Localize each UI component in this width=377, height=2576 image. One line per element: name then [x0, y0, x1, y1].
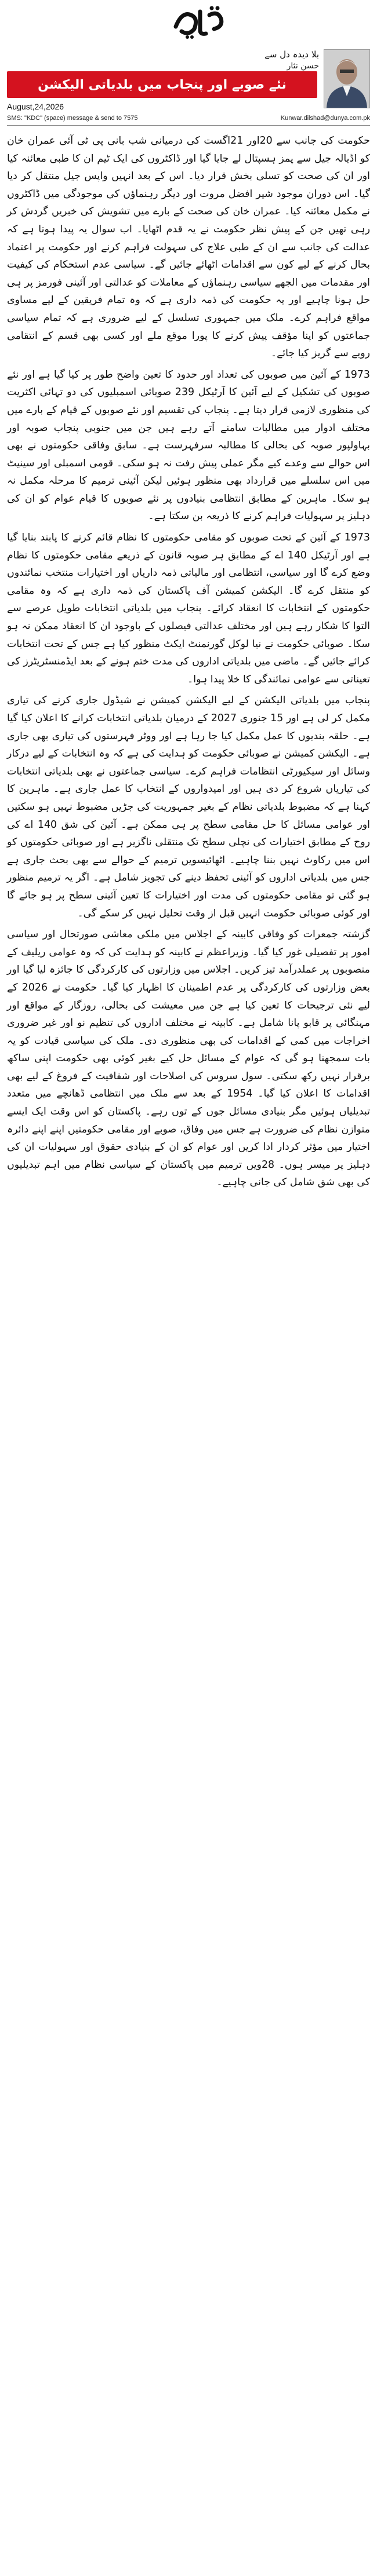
paragraph: پنجاب میں بلدیاتی الیکشن کے لیے الیکشن کمیشن نے شیڈول جاری کرنے کی تیاری مکمل کر لی ہے اور 15 جنوری 2027 کے درمیان بلدیاتی انتخابات کرانے کا اعلان کیا گیا ہے۔ حلقہ بندیوں کا عمل مکمل کیا جا رہا ہے اور ووٹر فہرستوں کی تیاری بھی جاری ہے۔ الیکشن کمیشن نے صوبائی حکومت کو ہدایت کی ہے کہ وہ انتخابات کے لیے درکار وسائل اور سیکیورٹی انتظامات فراہم کرے۔ سیاسی جماعتوں نے بھی بلدیاتی انتخابات کی تیاریاں شروع کر دی ہیں اور امیدواروں کے انتخاب کا عمل جاری ہے۔ ماہرین کا کہنا ہے کہ مضبوط بلدیاتی نظام کے بغیر جمہوریت کی جڑیں مضبوط نہیں ہو سکتیں اور عوامی مسائل کا حل مقامی سطح پر ہی ممکن ہے۔ آئین کی شق 140 اے کی روح کے مطابق اختیارات کی نچلی سطح تک منتقلی ناگزیر ہے اور صوبائی حکومتوں کو اس میں رکاوٹ نہیں بننا چاہیے۔ اٹھائیسویں ترمیم کے حوالے سے بھی بحث جاری ہے جس میں بلدیاتی اداروں کو آئینی تحفظ دینے کی تجویز شامل ہے۔ اگر یہ ترمیم منظور ہو گئی تو مقامی حکومتوں کی مدت اور اختیارات کا تعین آئینی سطح پر ہو جائے گا اور کوئی صوبائی حکومت انہیں قبل از وقت تحلیل نہیں کر سکے گی۔: [7, 695, 370, 919]
dunya-logo-mark: [171, 3, 226, 39]
author-photo: [324, 49, 370, 108]
byline: [238, 49, 319, 72]
paragraph: حکومت کی جانب سے 20اور 21اگست کی درمیانی شب بانی پی ٹی آئی عمران خان کو اڈیالہ جیل سے پمز ہسپتال لے جایا گیا اور ڈاکٹروں کی ایک ٹیم ان کا طبی معائنہ کیا اور ان کی صحت کو تسلی بخش قرار دیا۔ اس کے بعد انہیں واپس جیل منتقل کر دیا گیا۔ اس دوران موجود شیر افضل مروت اور دیگر رہنماؤں کی موجودگی میں ڈاکٹروں نے مکمل معائنہ کیا۔ عمران خان کی صحت کے بارے میں تشویش کی خبریں گردش کر رہی تھیں جن کے پیش نظر حکومت نے یہ قدم اٹھایا۔ اب سوال یہ پیدا ہوتا ہے کہ عدالت کی جانب سے ان کے طبی علاج کی سہولت فراہم کرنے اور حکومت پر اعتماد بحال کرنے کے لیے کون سے اقدامات اٹھائے جائیں گے۔ سیاسی عدم استحکام کی کیفیت اور مقدمات میں الجھے سیاسی رہنماؤں کے معاملات کو عدالتی اور آئینی فورمز پر ہی حل ہونا چاہیے اور یہ حکومت کی ذمہ داری ہے کہ وہ تمام فریقین کے لیے مساوی مواقع فراہم کرے۔ ملک میں جمہوری تسلسل کے لیے ضروری ہے کہ تمام سیاسی جماعتوں کو اپنا مؤقف پیش کرنے کا پورا موقع ملے اور کسی بھی قسم کے انتقامی رویے سے گریز کیا جائے۔: [7, 135, 371, 360]
author-name: حسن نثار: [287, 61, 319, 71]
author-email[interactable]: Kunwar.dilshad@dunya.com.pk: [280, 115, 370, 122]
contact-line: [7, 115, 370, 122]
divider: [7, 125, 370, 126]
sms-note: SMS: "KDC" (space) message & send to 7575: [7, 115, 138, 122]
masthead: [0, 0, 377, 43]
meta-row: [7, 102, 317, 114]
byline-title: بلا دیدہ دل سے: [264, 49, 319, 60]
author-portrait-icon: [324, 50, 369, 108]
article-body: [7, 132, 370, 1192]
paragraph: گزشتہ جمعرات کو وفاقی کابینہ کے اجلاس میں ملکی معاشی صورتحال اور سیاسی امور پر تفصیلی غور کیا گیا۔ وزیراعظم نے کابینہ کو ہدایت کی کہ وہ عوامی ریلیف کے منصوبوں پر عملدرآمد تیز کریں۔ اجلاس میں وزارتوں کی کارکردگی کا جائزہ لیا گیا اور بعض وزارتوں کی کارکردگی پر عدم اطمینان کا اظہار کیا گیا۔ حکومت نے 2026 کے لیے نئی ترجیحات کا تعین کیا ہے جن میں معیشت کی بحالی، روزگار کے مواقع اور مہنگائی پر قابو پانا شامل ہے۔ کابینہ نے مختلف اداروں کی تنظیم نو اور غیر ضروری اخراجات میں کمی کے اقدامات کی بھی منظوری دی۔ ملک کی سیاسی قیادت کو یہ بات سمجھنا ہو گی کہ عوام کے مسائل حل کیے بغیر کوئی بھی حکومت اپنی ساکھ برقرار نہیں رکھ سکتی۔ سول سروس کی اصلاحات اور شفافیت کے فروغ کے لیے بھی اقدامات کا اعلان کیا گیا۔ 1954 کے بعد سے ملک میں انتظامی ڈھانچے میں متعدد تبدیلیاں ہوئیں مگر بنیادی مسائل جوں کے توں رہے۔ پاکستان کو اس وقت ایک ایسے متوازن نظام کی ضرورت ہے جس میں وفاق، صوبے اور مقامی حکومتیں اپنے اپنے دائرہ اختیار میں مؤثر کردار ادا کریں اور عوام کو ان کے بنیادی حقوق اور سہولیات ان کی دہلیز پر میسر ہوں۔ 28ویں ترمیم میں پاکستان کے سیاسی نظام میں اہم تبدیلیوں کی بھی شق شامل کی جانی چاہیے۔: [7, 929, 371, 1189]
paragraph: 1973 کے آئین کے تحت صوبوں کو مقامی حکومتوں کا نظام قائم کرنے کا پابند بنایا گیا ہے اور آرٹیکل 140 اے کے مطابق ہر صوبہ قانون کے ذریعے مقامی حکومتوں کا نظام وضع کرے گا اور سیاسی، انتظامی اور مالیاتی ذمہ داریاں اور اختیارات منتخب نمائندوں کو منتقل کرے گا۔ الیکشن کمیشن آف پاکستان کی ذمہ داری ہے کہ وہ مقامی حکومتوں کے انتخابات کا انعقاد کرائے۔ پنجاب میں بلدیاتی انتخابات طویل عرصے سے التوا کا شکار رہے ہیں اور مختلف عدالتی فیصلوں کے باوجود ان کا انعقاد ممکن نہ ہو سکا۔ صوبائی حکومت نے نیا لوکل گورنمنٹ ایکٹ منظور کیا ہے جس کے تحت انتخابات کرائے جائیں گے۔ ماضی میں بلدیاتی اداروں کی مدت ختم ہونے کے بعد ایڈمنسٹریٹرز کی تعیناتی سے عوامی نمائندگی کا خلا پیدا ہوا۔: [7, 532, 371, 685]
publish-date: August,24,2026: [7, 102, 64, 111]
paragraph: 1973 کے آئین میں صوبوں کی تعداد اور حدود کا تعین واضح طور پر کیا گیا ہے اور نئے صوبوں کی تشکیل کے لیے آئین کا آرٹیکل 239 صوبائی اسمبلیوں کی دو تہائی اکثریت کی منظوری لازمی قرار دیتا ہے۔ پنجاب کی تقسیم اور نئے صوبوں کے قیام کے بارے میں مختلف ادوار میں مطالبات سامنے آتے رہے ہیں جن میں جنوبی پنجاب صوبہ اور بہاولپور صوبہ کی بحالی کا مطالبہ سرفہرست ہے۔ سابق وفاقی حکومتوں نے بھی اس حوالے سے وعدے کیے مگر عملی پیش رفت نہ ہو سکی۔ قومی اسمبلی اور سینیٹ میں اس سلسلے میں قرارداد بھی منظور ہوئیں لیکن آئینی ترمیم کا مرحلہ مکمل نہ ہو سکا۔ ماہرین کے مطابق انتظامی بنیادوں پر نئے صوبوں کا قیام عوام کو ان کی دہلیز پر سہولیات فراہم کرنے کا ذریعہ بن سکتا ہے۔: [7, 368, 370, 522]
column-title-bar: [7, 71, 317, 98]
dunya-logo: [171, 3, 226, 39]
column-title: نئے صوبے اور پنجاب میں بلدیاتی الیکشن: [38, 77, 287, 92]
